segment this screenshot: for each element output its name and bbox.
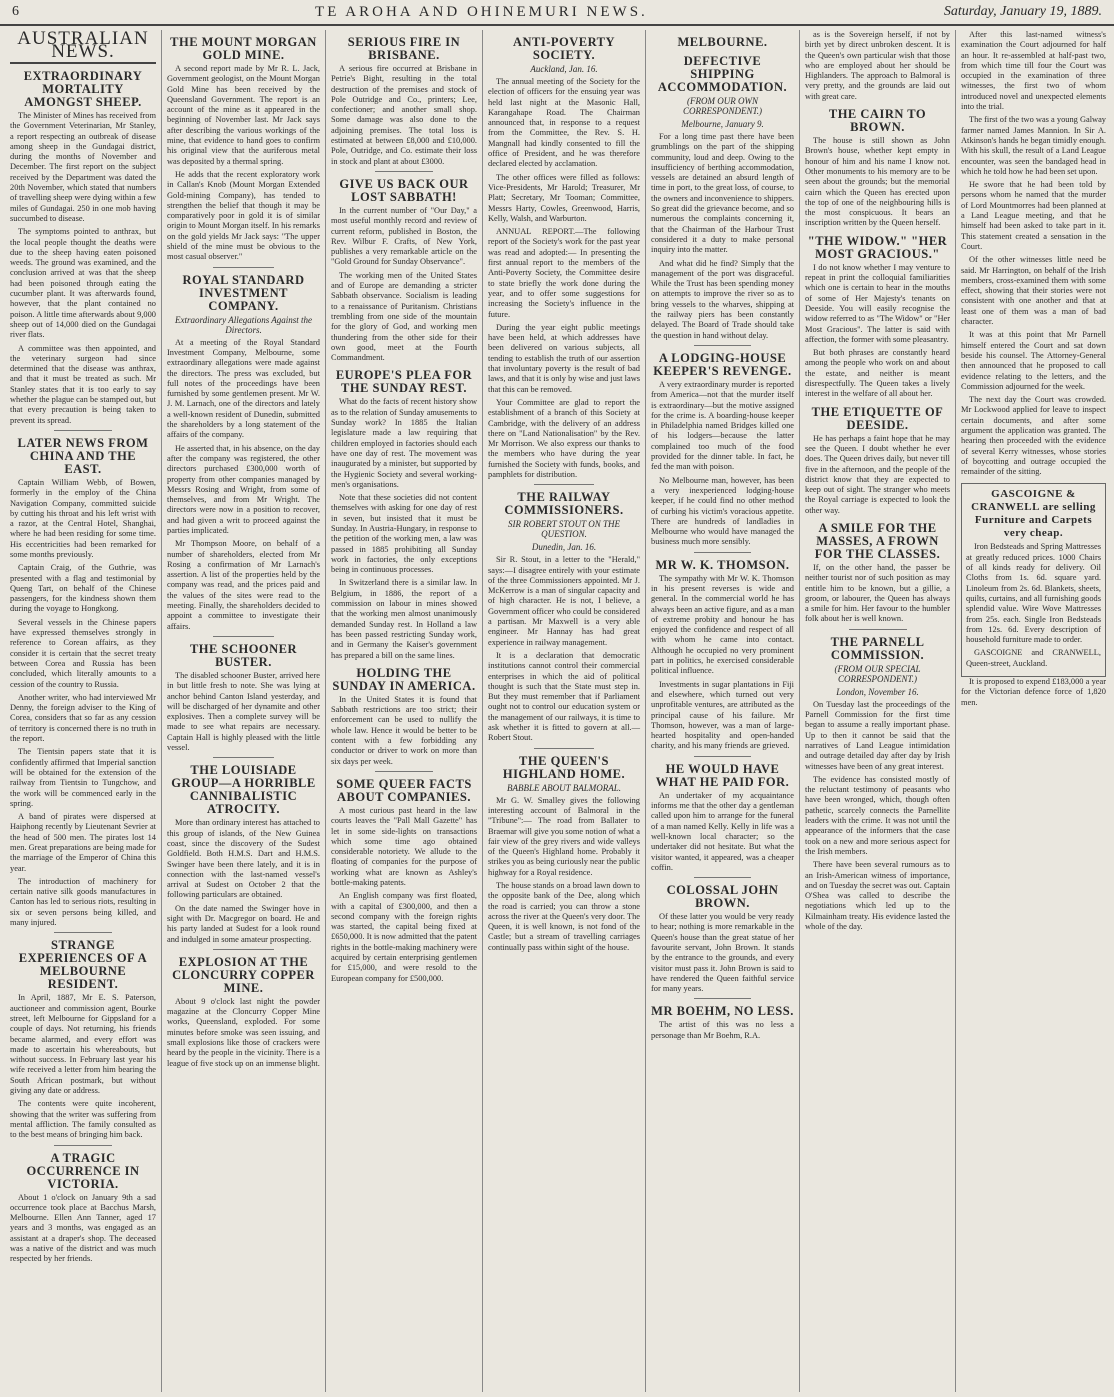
column-3 (325, 30, 482, 1392)
article-paragraph: A most curious past heard in the law courts leaves the "Pall Mall Gazette" has let in some side-lights on transactions which some time ago obtained considerable notoriety. We allude to the floating of companies for the purpose of working what are known as Ashley's bottle-making patents. (331, 805, 477, 887)
article-paragraph: If, on the other hand, the passer be neither tourist nor of such position as may entitle him to be known, but a gillie, a groom, or labourer, the Queen has always a smile for him. Her favour to the humbler folk about her is well known. (805, 562, 950, 624)
article-paragraph: At a meeting of the Royal Standard Investment Company, Melbourne, some extraordinary allegations were made against the directors. The press was excluded, but full notes of the proceedings have been furnished by some gentlemen present. Mr W. J. M. Larnach, one of the directors and lately a well-known resident of Dunedin, submitted the shareholders by a long statement of the affairs of the company. (167, 337, 320, 440)
article-paragraph: A band of pirates were dispersed at Haiphong recently by Lieutenant Sevrier at the head of 500 men. The pirates lost 14 men. Great preparations are being made for the marriage of the Emperor of China this year. (10, 812, 156, 873)
article-paragraph: There have been several rumours as to an Irish-American witness of importance, and on Tuesday the secret was out. Captain O'Shea was called to describe the negotiations which led up to the Kilmainham treaty. His evidence lasted the whole of the day. (805, 860, 950, 931)
article-paragraph: It is proposed to expend £183,000 a year for the Victorian defence force of 1,820 men. (961, 677, 1106, 707)
article-paragraph: A very extraordinary murder is reported from America—not that the murder itself is extraordinary—but the motive assigned for the crime is. A boarding-house keeper in Philadelphia named Bridges killed one of his lodgers—because the latter complained too much of the food provided for the dinner table. In fact, he fed the man with poison. (651, 379, 794, 472)
article-paragraph: He adds that the recent exploratory work in Callan's Knob (Mount Morgan Extended Gold-mining Company), has tended to strengthen the belief that though it may be comparatively poor in gold it is of similar origin to Mount Morgan itself. In his remarks on the gold yields Mr Jack says: "The upper shield of the mine must be obvious to the most casual observer." (167, 169, 320, 262)
advertisement-body: Iron Bedsteads and Spring Mattresses at greatly reduced prices. 1000 Chairs of all kinds ready for delivery. Oil Cloths from 1s. 6d. square yard. Linoleum from 2s. 6d. Blankets, sheets, quilts, curtains, and all furnishing goods splendid value. Wire Wove Mattresses from 25s. each. Single Iron Bedsteads from 12s. 6d. Every description of household furniture made to order. (966, 542, 1101, 645)
article-headline: ROYAL STANDARD INVESTMENT COMPANY. (182, 272, 305, 313)
article-headline: THE ETIQUETTE OF DEESIDE. (811, 404, 944, 432)
article-subheadline: (FROM OUR SPECIAL CORRESPONDENT.) (834, 663, 921, 684)
article-paragraph: An English company was first floated, with a capital of £300,000, and then a second company with the foreign rights was started, the capital being fixed at £650,000. It is now admitted that the patent rights in the bottle-making machinery were acquired by certain enterprising gentlemen for £15,000, and were resold to the European company for £500,000. (331, 891, 477, 983)
article-headline: EXPLOSION AT THE CLONCURRY COPPER MINE. (172, 954, 315, 995)
article-headline: THE MOUNT MORGAN GOLD MINE. (170, 35, 317, 62)
article-paragraph: He swore that he had been told by persons whom he named that the murder of Lord Mountmorres had been planned at a Land League meeting, and that he himself had been asked to take part in it. This statement created a sensation in the Court. (961, 180, 1106, 251)
article-paragraph: For a long time past there have been grumblings on the part of the shipping community, loud and deep. Owing to the insufficiency of berthing accommodation, vessels are detained an absurd length of time in port, to the great loss, of course, to the owners and inconvenience to shippers. So great did the grievance become, and so numerous the complaints concerning it, that the Chairman of the Harbour Trust considered it a duty to make personal inquiry into the matter. (651, 132, 794, 255)
article-paragraph: The house is still shown as John Brown's house, whether kept empty in honour of him and his name I know not. Other monuments to his memory are to be seen about the grounds; but the memorial cairn which the Queen has erected upon the top of one of the neighbouring hills is the most conspicuous. It bears an inscription written by the Queen herself. (805, 136, 950, 228)
article-paragraph: The first of the two was a young Galway farmer named James Mannion. In Sir A. Atkinson's hands he began timidly enough. With his skull, the result of a Land League encounter, was seen the bandaged head in which he told how he had been set upon. (961, 115, 1106, 176)
article-paragraph: The contents were quite incoherent, showing that the writer was suffering from mental affliction. The family consulted as to the best means of bringing him back. (10, 1099, 156, 1140)
columns (0, 30, 1114, 1395)
advertisement-signature: GASCOIGNE and CRANWELL, Queen-street, Auckland. (966, 648, 1101, 668)
article-headline: COLOSSAL JOHN BROWN. (666, 883, 779, 911)
article-paragraph: Of these latter you would be very ready to hear; nothing is more remarkable in the Queen's house than the great statue of her favourite servant, John Brown. It stands by the entrance to the grounds, and every visitor must pass it. John Brown is said to have rendered the Queen faithful service for many years. (651, 912, 794, 994)
divider (694, 756, 751, 757)
column-2 (161, 30, 325, 1392)
article-headline: THE PARNELL COMMISSION. (830, 634, 925, 662)
article-dateline: Auckland, Jan. 16. (530, 64, 598, 74)
newspaper-title: TE AROHA AND OHINEMURI NEWS. (315, 3, 648, 20)
article-dateline: Melbourne, January 9. (681, 119, 764, 129)
article-paragraph: Investments in sugar plantations in Fiji and elsewhere, which turned out very unprofitable ventures, are attributed as the principal cause of his failure. Mr Thomson, however, was a man of large-hearted hospitality and open-handed charity, and his many friends are grieved. (651, 679, 794, 751)
article-paragraph: A committee was then appointed, and the veterinary surgeon had since determined that the disease was anthrax, and that it must be treated as such. Mr Stanley states that it is too early to say whether the plague can be stamped out, but that every precaution is being taken to prevent its spread. (10, 343, 156, 425)
divider (54, 1145, 112, 1146)
article-paragraph: The introduction of machinery for certain native silk goods manufactures in Canton has led to serious riots, resulting in six or seven persons being killed, and many injured. (10, 876, 156, 928)
article-paragraph: On the date named the Swinger hove in sight with Dr. Macgregor on board. He and his party landed at Sudest for a look round and indulged in some amateur prospecting. (167, 903, 320, 944)
article-paragraph: Your Committee are glad to report the establishment of a branch of this Society at Cambridge, with the delivery of an address there on "Land Nationalisation" by the Rev. Mr Morrison. We also express our thanks to the members who have during the year furnished the Society with funds, books, and pamphlets for distribution. (488, 397, 640, 479)
article-paragraph: Captain Craig, of the Guthrie, was presented with a flag and testimonial by Queng Tart, on behalf of the Chinese passengers, for the kindness shown them during the voyage to Hongkong. (10, 563, 156, 614)
article-paragraph: It was at this point that Mr Parnell himself entered the Court and sat down beside his counsel. The Attorney-General then announced that he proposed to call evidence relating to the letters, and the Commission adjourned for the week. (961, 330, 1106, 391)
article-paragraph: The disabled schooner Buster, arrived here in but little fresh to note. She was lying at anchor behind Canton Island yesterday, and will be discharged of her dynamite and other explosives. Then a complete survey will be made to see what repairs are necessary. Captain Hall is highly pleased with the little vessel. (167, 670, 320, 753)
divider (375, 771, 433, 772)
article-paragraph: The house stands on a broad lawn down to the opposite bank of the Dee, along which the road is carried; you can throw a stone across the river at the Queen's very door. The Queen, it is well known, is not fond of the Castle; but a stream of travelling carriages continually pass within sight of the house. (488, 881, 640, 952)
section-title: AUSTRALIAN NEWS. (10, 32, 156, 64)
article-headline: STRANGE EXPERIENCES OF A MELBOURNE RESIDENT. (18, 938, 148, 992)
article-headline: MELBOURNE. (677, 35, 768, 49)
article-headline: HE WOULD HAVE WHAT HE PAID FOR. (655, 761, 790, 789)
article-headline: LATER NEWS FROM CHINA AND THE EAST. (17, 435, 149, 476)
advertisement (961, 483, 1106, 677)
article-headline: ANTI-POVERTY SOCIETY. (512, 35, 616, 62)
divider (694, 998, 751, 999)
article-paragraph: More than ordinary interest has attached to this group of islands, of the New Guinea coast, since the discovery of the Sudest Goldfield. Both H.M.S. Dart and H.M.S. Swinger have been there lately, and it is in connection with the last-named vessel's arrival at Sudest on October 2 that the following particulars are obtained. (167, 818, 320, 900)
divider (849, 629, 907, 630)
article-headline: EXTRAORDINARY MORTALITY AMONGST SHEEP. (23, 69, 143, 109)
article-paragraph: Another writer, who had interviewed Mr Denny, the foreign adviser to the King of Corea, considers that so far as any cession of territory is concerned there is no truth in the report. (10, 692, 156, 744)
article-paragraph: The evidence has consisted mostly of the reluctant testimony of peasants who have been wronged, which, though often pathetic, scarcely connects the Parnellite leaders with the crime. It was not until the appearance of the informers that the case took on a new and more serious aspect for the Irish members. (805, 774, 950, 856)
article-paragraph: The annual meeting of the Society for the election of officers for the ensuing year was held last night at the Masonic Hall, Karangahape Road. The Chairman announced that, in response to a request from the Committee, the Rev. S. H. Mangnall had kindly consented to fill the office of President, and he was therefore declared elected by acclamation. (488, 77, 640, 169)
article-paragraph: In the United States it is found that Sabbath restrictions are too strict; their enforcement can be used to nullify the whole law. Hence it would be better to be content with a few forbidding any conductor or driver to work on more than six days per week. (331, 694, 477, 766)
article-paragraph: He asserted that, in his absence, on the day after the company was registered, the other directors purchased £300,000 worth of property from other companies managed by Messrs Rosing and Wright, from some of themselves, and from Mr Wright. The directors were now in a position to recover, and had given a writ to proceed against the parties implicated. (167, 443, 320, 535)
article-paragraph: The working men of the United States and of Europe are demanding a stricter Sabbath observance. Socialism is leading to a renaissance of Puritanism. Christians trembling from one side of the mountain for the glory of God, and working men thundering from the other side for their own good, meet at the Fourth Commandment. (331, 270, 477, 363)
issue-date: Saturday, January 19, 1889. (943, 4, 1102, 19)
column-5 (645, 30, 799, 1392)
article-paragraph: ANNUAL REPORT.—The following report of the Society's work for the past year was read and adopted:— In presenting the first annual report to the members of the Anti-Poverty Society, the Committee desire to state briefly the work done during the year, and to offer some suggestions for increasing the Society's influence in the future. (488, 227, 640, 319)
divider (694, 552, 751, 553)
article-headline: MR BOEHM, NO LESS. (651, 1004, 794, 1019)
article-paragraph: Several vessels in the Chinese papers have expressed themselves strongly in reference to Corean affairs, as they consider it is certain that the secret treaty between Corea and Russia has been concluded, which literally amounts to a cession of the country to Russia. (10, 617, 156, 689)
divider (534, 748, 595, 749)
article-headline: DEFECTIVE SHIPPING ACCOMMODATION. (657, 54, 788, 94)
column-1 (5, 30, 161, 1392)
column-4 (482, 30, 645, 1392)
article-paragraph: In the current number of "Our Day," a most useful monthly record and review of current reform, published in Boston, the Rev. Wilbur F. Crafts, of New York, publishes a very remarkable article on the "Gold Ground for Sunday Observance". (331, 205, 477, 267)
divider (213, 636, 274, 637)
article-subheadline: SIR ROBERT STOUT ON THE QUESTION. (507, 519, 621, 540)
article-subheadline: (FROM OUR OWN CORRESPONDENT.) (682, 96, 763, 116)
article-paragraph: Of the other witnesses little need be said. Mr Harrington, on behalf of the Irish members, cross-examined them with some effect, showing that their stories were not consistent with one another and that at least one of them was a man of bad character. (961, 255, 1106, 327)
article-paragraph: About 1 o'clock on January 9th a sad occurrence took place at Bacchus Marsh, Melbourne. Ellen Ann Tanner, aged 17 years and 3 months, was engaged as an assistant at a draper's shop. The deceased was a native of the district and was much respected by her friends. (10, 1192, 156, 1264)
article-paragraph: A serious fire occurred at Brisbane in Petrie's Bight, resulting in the total destruction of the premises and stock of Pole Outridge and Co., printers; Lee, confectioner; and another small shop. Some damage was also done to the adjoining premises. The total loss is estimated at between £8,000 and £10,000. Pole, Outridge, and Co. estimate their loss in stock and plant at about £3000. (331, 64, 477, 166)
article-paragraph: No Melbourne man, however, has been a very inexperienced lodging-house keeper, if he could find no other method of curbing his victim's voracious appetite. There are hundreds of landladies in Melbourne who would have managed the business much more sensibly. (651, 475, 794, 547)
article-headline: A SMILE FOR THE MASSES, A FROWN FOR THE CLASSES. (814, 520, 941, 561)
divider (213, 949, 274, 950)
article-paragraph: About 9 o'clock last night the powder magazine at the Cloncurry Copper Mine works, Queensland, exploded. For some minutes before smoke was seen issuing, and small explosions like those of crackers were heard by the people in the vicinity. There is a league of five stock up on an immense blight. (167, 996, 320, 1068)
article-paragraph: In Switzerland there is a similar law. In Belgium, in 1886, the report of a commission on labour in mines showed that the working men almost unanimously demanded Sunday rest. In Holland a law has been passed restricting Sunday work, and in Germany the Kaiser's government has prepared a bill on the same lines. (331, 578, 477, 660)
article-paragraph: On Tuesday last the proceedings of the Parnell Commission for the first time began to assume a really important phase. Up to then it cannot be said that the narratives of Land League intimidation and outrage detailed day after day by Irish witnesses have been of any great interest. (805, 699, 950, 771)
article-paragraph: After this last-named witness's examination the Court adjourned for half an hour. It re-assembled at half-past two, from which time till four the Court was occupied in the examination of three witnesses, the first two of whom introduced novel and unexpected elements into the trial. (961, 30, 1106, 112)
article-dateline: Dunedin, Jan. 16. (531, 542, 597, 553)
article-headline: THE QUEEN'S HIGHLAND HOME. (502, 753, 626, 781)
column-6 (799, 30, 955, 1392)
article-paragraph: During the year eight public meetings have been held, at which addresses have been delivered on various subjects, all tending to establish the truth of our assertion that involuntary poverty is the result of bad laws, and that it is only by wise and just laws that this can be removed. (488, 322, 640, 394)
article-paragraph: The Tientsin papers state that it is confidently affirmed that Imperial sanction will be obtained for the extension of the railway from Tientsin to Tungchow, and the work will be commenced early in the spring. (10, 747, 156, 808)
article-paragraph: A second report made by Mr R. L. Jack, Government geologist, on the Mount Morgan Gold Mine has been received by the Queensland Government. The report is an account of the mine as it appeared in the beginning of November last. Mr Jack says after describing the various workings of the mine, that evidence to hand goes to confirm his original view that the auriferous metal was deposited by a thermal spring. (167, 64, 320, 166)
article-headline: A TRAGIC OCCURRENCE IN VICTORIA. (26, 1150, 140, 1191)
article-headline: THE CAIRN TO BROWN. (828, 107, 927, 135)
article-paragraph: The artist of this was no less a personage than Mr Boehm, R.A. (651, 1020, 794, 1040)
article-paragraph: I do not know whether I may venture to repeat in print the colloquial familiarities which one is certain to hear in the mouths of some of Her Majesty's tenants on Deeside. You will easily recognise the widow referred to as "The Widow" or "Her Most Gracious". The latter is said with affection, the former with some pleasantry. (805, 262, 950, 344)
article-paragraph: It is a declaration that democratic institutions cannot control their commercial enterprises in which the aid of political thought is such that the State must step in. But they must remember that if Parliament ought not to control our education system or the management of our railways, it is time to ask whether it is fitted to govern at all.—Robert Stout. (488, 650, 640, 743)
article-dateline: London, November 16. (836, 686, 919, 697)
divider (694, 345, 751, 346)
article-paragraph: The next day the Court was crowded. Mr Lockwood applied for leave to inspect certain documents, and after some argument the application was granted. The hearing then proceeded with the evidence of several Kerry witnesses, whose stories of boycotting and outrage occupied the remainder of the sitting. (961, 395, 1106, 477)
article-subheadline: Extraordinary Allegations Against the Directors. (174, 314, 313, 335)
article-subheadline: BABBLE ABOUT BALMORAL. (507, 782, 621, 793)
article-paragraph: The other offices were filled as follows: Vice-Presidents, Mr Harold; Treasurer, Mr Platt; Secretary, Mr Tooman; Committee, Messrs Harty, Cowles, Greenwood, Harris, Kelly, Walsh, and Warburton. (488, 172, 640, 223)
advertisement-headline: GASCOIGNE & CRANWELL are selling Furniture and Carpets very cheap. (971, 488, 1096, 540)
article-headline: HOLDING THE SUNDAY IN AMERICA. (332, 665, 476, 693)
divider (213, 757, 274, 758)
article-headline: GIVE US BACK OUR LOST SABBATH! (339, 176, 469, 204)
article-headline: THE SCHOONER BUSTER. (189, 641, 298, 669)
article-paragraph: But both phrases are constantly heard among the people who work on and about the estate, and neither is meant disrespectfully. The Queen takes a lively interest in the welfare of all about her. (805, 348, 950, 399)
article-paragraph: Captain William Webb, of Bowen, formerly in the employ of the China Navigation Company, committed suicide by cutting his throat and his left wrist with a razor, at the Central Hotel, Shanghai, where he had been residing for some time. His eccentricities had been remarked for some months previously. (10, 477, 156, 559)
article-headline: "THE WIDOW." "HER MOST GRACIOUS." (807, 233, 948, 261)
article-headline: THE LOUISIADE GROUP—A HORRIBLE CANNIBALISTIC ATROCITY. (171, 763, 316, 817)
divider (54, 430, 112, 431)
article-paragraph: And what did he find? Simply that the management of the port was disgraceful. While the Trust has been spending money on attempts to improve the river so as to bring vessels to the wharves, shipping at the railway piers has been constantly delayed. The Board of Trade should take the question in hand without delay. (651, 258, 794, 340)
article-paragraph: Note that these societies did not content themselves with asking for one day of rest in seven, but insisted that it must be Sunday. In Austria-Hungary, in response to the petition of the working men, a law was passed in 1885 prohibiting all Sunday work in factories, the only exceptions being in continuous processes. (331, 493, 477, 575)
column-7 (955, 30, 1111, 1392)
divider (213, 267, 274, 268)
article-headline: SERIOUS FIRE IN BRISBANE. (347, 35, 461, 62)
article-paragraph: What do the facts of recent history show as to the relation of Sunday amusements to Sunday work? In 1885 the Italian legislature made a law requiring that children employed in factories should each have one day of rest. The movement was inaugurated by a minister, but supported by the Hygienic Society and several working-men's organisations. (331, 397, 477, 489)
article-paragraph: The symptoms pointed to anthrax, but the local people thought the deaths were due to the sheep having eaten poisoned weeds. The ground was examined, and the conclusion arrived at was that the sheep had been poisoned through eating the cucumber plant. It was afterwards found, however, that the plant contained no poison. A little time afterwards about 9,000 sheep out of 14,000 died on the Gundagai river flats. (10, 227, 156, 340)
divider (694, 877, 751, 878)
article-paragraph: Mr Thompson Moore, on behalf of a number of shareholders, elected from Mr Rosing a confirmation of Mr Larnach's assertion. A list of the properties held by the company was read, and the prices paid and the values of the sites were read to the meeting. Finally, the shareholders decided to appoint a committee to investigate their affairs. (167, 539, 320, 631)
article-paragraph: Mr G. W. Smalley gives the following interesting account of Balmoral in the "Tribune":— The road from Ballater to Braemar will give you some notion of what a fair view of the grey rivers and wide valleys of the Queen's Highland home. Probably it strikes you as being curiously near the public highway for a Royal residence. (488, 795, 640, 877)
article-headline: THE RAILWAY COMMISSIONERS. (504, 490, 624, 518)
article-paragraph: The Minister of Mines has received from the Government Veterinarian, Mr Stanley, a report respecting an outbreak of disease among sheep in the Gundagai district, during the months of November and December. The first report on the subject received by the Department was dated the 20th November, which stated that numbers of travelling sheep were dying within a few miles of Gundagai. 250 in one mob having succumbed to disease. (10, 111, 156, 223)
article-headline: MR W. K. THOMSON. (655, 557, 790, 572)
article-paragraph: Sir R. Stout, in a letter to the "Herald," says:—I disagree entirely with your estimate of the three Commissioners appointed. Mr J. McKerrow is a man of singular capacity and of high character. He is not, I believe, a Government officer who could be considered a partisan. Mr Maxwell is a very able engineer. Mr Hannay has had great experience in railway management. (488, 555, 640, 647)
article-paragraph: In April, 1887, Mr E. S. Paterson, auctioneer and commission agent, Bourke street, left Melbourne for Gippsland for a couple of days. Not returning, his friends became alarmed, and every effort was made to ascertain his whereabouts, but without success. In February last year his wife received a letter from him bearing the South African postmark, but without giving any date or address. (10, 993, 156, 1096)
article-paragraph: An undertaker of my acquaintance informs me that the other day a gentleman called upon him to arrange for the funeral of a man named Kelly. Kelly in life was a well-known local character; so the undertaker did not hesitate. But what the visitor wanted, it appeared, was a cheaper coffin. (651, 790, 794, 872)
article-paragraph: as is the Sovereign herself, if not by birth yet by direct unbroken descent. It is the Queen's own particular wish that those who are employed about her should be Highlanders. The approach to Balmoral is very pretty, and the grounds are laid out with great care. (805, 30, 950, 101)
divider (375, 171, 433, 172)
article-headline: SOME QUEER FACTS ABOUT COMPANIES. (336, 776, 472, 804)
page-number: 6 (12, 4, 19, 19)
divider (534, 484, 595, 485)
article-paragraph: He has perhaps a faint hope that he may see the Queen. I doubt whether he ever does. The Queen drives daily, but never till five in the afternoon, and the people of the district know that they are expected to keep out of sight. The stranger who meets the Royal carriage is expected to look the other way. (805, 433, 950, 515)
divider (54, 932, 112, 933)
masthead (0, 0, 1114, 26)
article-paragraph: The sympathy with Mr W. K. Thomson in his present reverses is wide and general. In the commercial world he has always been an active figure, and as a man of extreme probity and honour he has enjoyed the confidence and respect of all with whom he came into contact. Although he occupied no very prominent part in politics, he exercised considerable political influence. (651, 573, 795, 676)
article-headline: A LODGING-HOUSE KEEPER'S REVENGE. (653, 350, 792, 378)
article-headline: EUROPE'S PLEA FOR THE SUNDAY REST. (335, 368, 473, 396)
